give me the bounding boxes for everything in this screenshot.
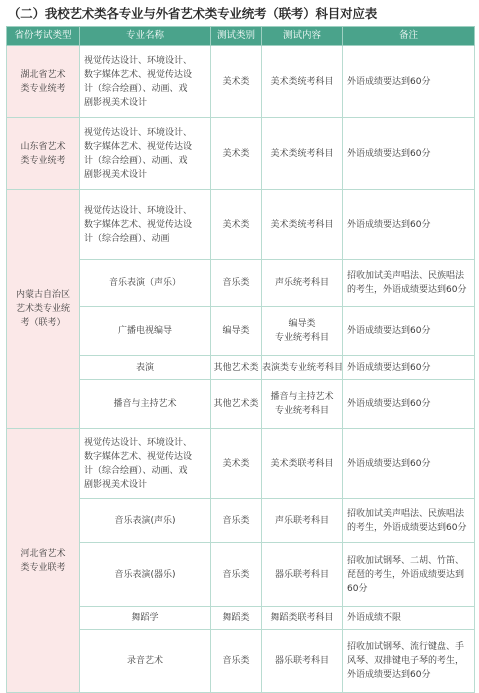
note-cell [343,260,475,307]
cell-line: 录音艺术 [126,656,163,666]
cell-line: 声乐联考科目 [274,515,329,526]
category-cell: 音乐类 [211,543,262,607]
cell-line: 数字媒体艺术、视觉传达设 [84,451,193,462]
category-cell: 音乐类 [211,630,262,693]
cell-line: 内蒙古自治区 [15,290,70,300]
major-cell [80,356,211,380]
cell-line: 剧影视美术设计 [84,169,148,180]
cell-line: 器乐联考科目 [274,569,329,580]
cell-line: 数字媒体艺术、视觉传达设 [84,141,193,152]
cell-line: 外语成绩要达到60分 [347,326,431,336]
cell-line: 外语成绩要达到60分 [347,219,431,230]
major-cell [80,630,211,693]
note-cell [343,307,475,356]
cell-line: 视觉传达设计、环境设计、 [84,205,193,216]
cell-line: 舞蹈类联考科目 [270,613,334,623]
major-cell [80,190,211,260]
cell-line: 剧影视美术设计 [84,479,148,490]
cell-line: 播音与主持艺术 [270,392,334,402]
table-row [7,46,475,118]
header-province: 省份考试类型 [7,27,80,46]
category-cell: 其他艺术类 [211,380,262,429]
content-cell [262,307,343,356]
cell-line: 外语成绩要达到60分 [347,399,431,409]
cell-line: 招收加试钢琴、流行键盘、手 [347,642,465,652]
cell-line: 声乐统考科目 [274,278,329,288]
cell-line: 专业统考科目 [274,333,329,343]
content-cell [262,190,343,260]
content-cell [262,499,343,543]
cell-line: 音乐表演(声乐) [114,515,176,526]
major-cell [80,118,211,190]
category-cell: 美术类 [211,190,262,260]
content-cell [262,118,343,190]
category-cell: 美术类 [211,429,262,499]
cell-line: 计（综合绘画）、动画、戏 [84,83,188,94]
province-cell [7,118,80,190]
category-cell: 编导类 [211,307,262,356]
content-cell [262,356,343,380]
cell-line: 外语成绩要达到60分 [347,362,431,373]
cell-line: 视觉传达设计、环境设计、 [84,437,193,448]
note-cell [343,380,475,429]
cell-line: 剧影视美术设计 [84,97,148,108]
content-cell [262,607,343,630]
cell-line: 数字媒体艺术、视觉传达设 [84,219,193,230]
cell-line: 60分 [347,583,368,594]
major-cell [80,46,211,118]
header-note: 备注 [343,27,475,46]
cell-line: 音乐表演（声乐） [108,278,181,288]
category-cell: 舞蹈类 [211,607,262,630]
cell-line: 编导类 [288,319,316,329]
cell-line: 广播电视编导 [117,326,172,336]
major-cell [80,380,211,429]
major-cell [80,499,211,543]
content-cell [262,429,343,499]
note-cell [343,543,475,607]
table-row [7,429,475,499]
cell-line: 山东省艺术 [20,141,66,152]
header-content: 测试内容 [262,27,343,46]
cell-line: 视觉传达设计、环境设计、 [84,55,193,66]
cell-line: 音乐表演(器乐) [114,569,176,580]
content-cell [262,380,343,429]
cell-line: 数字媒体艺术、视觉传达设 [84,69,193,80]
category-cell: 音乐类 [211,260,262,307]
note-cell [343,46,475,118]
content-cell [262,630,343,693]
table-header [7,27,475,46]
note-cell [343,499,475,543]
cell-line: 外语成绩要达到60分 [347,670,431,680]
cell-line: 招收加试美声唱法、民族唱法 [347,508,465,519]
cell-line: 外语成绩要达到60分 [347,76,431,87]
cell-line: 舞蹈学 [131,613,159,623]
major-cell [80,307,211,356]
cell-line: 表演 [135,362,154,373]
cell-line: 琵琶的考生，外语成绩要达到 [347,569,465,580]
category-cell: 其他艺术类 [211,356,262,380]
cell-line: 湖北省艺术 [20,69,66,80]
cell-line: 类专业联考 [20,562,66,573]
cell-line: 招收加试钢琴、二胡、竹笛、 [347,555,465,566]
header-category: 测试类别 [211,27,262,46]
table-body [7,46,475,693]
category-cell: 美术类 [211,118,262,190]
cell-line: 美术类统考科目 [270,76,334,87]
cell-line: 美术类统考科目 [270,219,334,230]
major-cell [80,260,211,307]
cell-line: 外语成绩要达到60分 [347,148,431,159]
table-row [7,190,475,260]
note-cell [343,118,475,190]
cell-line: 计（综合绘画）、动画、戏 [84,155,188,166]
note-cell [343,190,475,260]
province-cell [7,46,80,118]
header-major: 专业名称 [80,27,211,46]
cell-line: 招收加试美声唱法、民族唱法 [347,271,465,281]
subject-mapping-table [6,26,475,693]
note-cell [343,429,475,499]
cell-line: 播音与主持艺术 [113,399,177,409]
cell-line: 美术类联考科目 [270,458,334,469]
cell-line: 类专业统考 [20,83,66,94]
cell-line: 考（联考） [20,318,66,328]
header-row [7,27,475,46]
cell-line: 河北省艺术 [20,548,66,559]
category-cell: 美术类 [211,46,262,118]
province-cell [7,190,80,429]
cell-line: 外语成绩要达到60分 [347,458,431,469]
cell-line: 的考生，外语成绩要达到60分 [347,522,467,533]
note-cell [343,607,475,630]
major-cell [80,429,211,499]
cell-line: 风琴、双排键电子琴的考生， [347,656,465,666]
cell-line: 类专业统考 [20,155,66,166]
category-cell: 音乐类 [211,499,262,543]
province-cell [7,429,80,693]
cell-line: 艺术类专业统 [15,304,70,314]
cell-line: 外语成绩不限 [347,613,402,623]
note-cell [343,630,475,693]
cell-line: 器乐联考科目 [274,656,329,666]
table-row [7,118,475,190]
cell-line: 的考生，外语成绩要达到60分 [347,285,467,295]
table-title: （二）我校艺术类各专业与外省艺术类专业统考（联考）科目对应表 [8,6,378,21]
major-cell [80,607,211,630]
note-cell [343,356,475,380]
content-cell [262,543,343,607]
major-cell [80,543,211,607]
cell-line: 专业统考科目 [274,406,329,416]
content-cell [262,260,343,307]
cell-line: 计（综合绘画）、动画 [84,233,170,244]
cell-line: 美术类统考科目 [270,148,334,159]
cell-line: 计（综合绘画）、动画、戏 [84,465,188,476]
cell-line: 表演类专业统考科目 [262,362,344,373]
cell-line: 视觉传达设计、环境设计、 [84,127,193,138]
content-cell [262,46,343,118]
